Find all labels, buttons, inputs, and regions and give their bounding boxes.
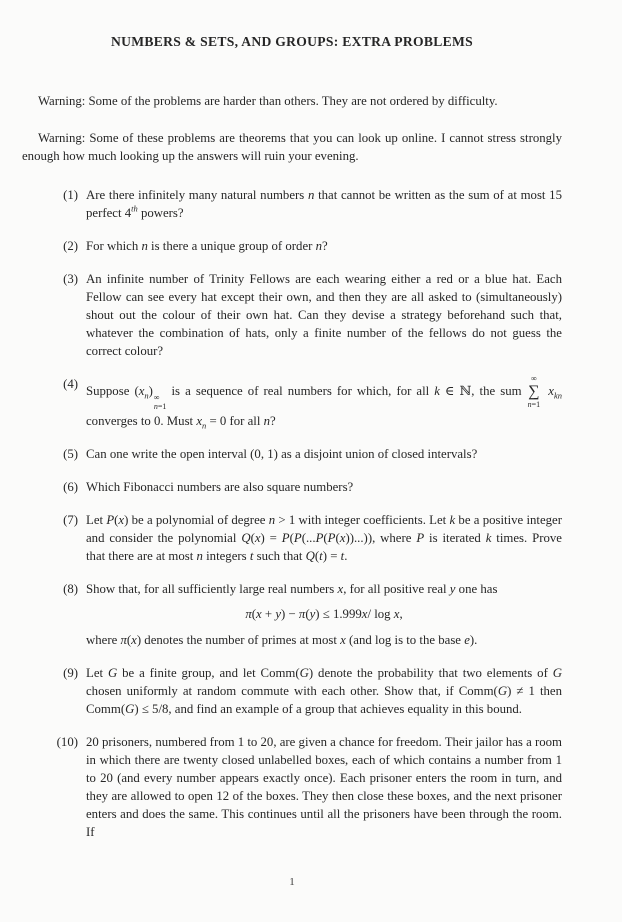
problem-item <box>22 664 562 718</box>
problem-text: Which Fibonacci numbers are also square numbers? <box>86 479 354 494</box>
warning-paragraph: Warning: Some of the problems are harder than others. They are not ordered by difficulty. <box>38 94 498 108</box>
problem-text: 20 prisoners, numbered from 1 to 20, are given a chance for freedom. Their jailor has a room in which there are twenty closed unlabelled boxes, each of which contains a number from 1 to 20 (and every number appears exactly once). Each prisoner enters the room in turn, and they are allowed to open 12 of the boxes. They then close these boxes, and the next prisoner enters and does the same. This continues until all the prisoners have been through the room. If <box>86 734 562 839</box>
problem-label: (7) <box>63 512 78 527</box>
problems-list <box>22 186 562 841</box>
problem-text: For which n is there a unique group of order n? <box>86 239 328 253</box>
warning-paragraph: Warning: Some of these problems are theorems that you can look up online. I cannot stress strongly enough how much looking up the answers will ruin your evening. <box>22 131 562 163</box>
problem-body <box>86 270 562 360</box>
problem-text: Let P(x) be a polynomial of degree n > 1 with integer coefficients. Let k be a positive integer and consider the polynomial Q(x) = P(P(...P(P(x))...)), where P is iterated k times. Prove that there are at most n integers t such that Q(t) = t. <box>86 512 562 563</box>
problem-text: Show that, for all sufficiently large real numbers x, for all positive real y one has <box>86 581 498 596</box>
warnings-section <box>22 92 562 165</box>
problem-item <box>22 445 562 463</box>
problem-item <box>22 237 562 255</box>
problem-body <box>86 237 562 255</box>
problem-label: (9) <box>63 665 78 680</box>
problem-body <box>86 664 562 718</box>
problem-text: An infinite number of Trinity Fellows are each wearing either a red or a blue hat. Each Fellow can see every hat except their own, and then they are all asked to (simultaneously) shout out the colour of their own hat. Can they devise a strategy beforehand such that, whatever the combination of hats, only a finite number of the fellows do not guess the correct colour? <box>86 272 562 358</box>
problem-label: (10) <box>56 734 78 749</box>
problem-label: (6) <box>63 479 78 494</box>
problem-item <box>22 270 562 360</box>
problem-item <box>22 511 562 565</box>
problem-item <box>22 375 562 430</box>
problem-item <box>22 478 562 496</box>
problem-label: (8) <box>63 581 78 596</box>
problem-text: Let G be a finite group, and let Comm(G) denote the probability that two elements of G chosen uniformly at random commute with each other. Show that, if Comm(G) ≠ 1 then Comm(G) ≤ 5/8, and find an example of a group that achieves equality in this bound. <box>86 665 562 716</box>
problem-label: (3) <box>63 272 78 286</box>
problem-body <box>86 445 562 463</box>
document-title: NUMBERS & SETS, AND GROUPS: EXTRA PROBLEMS <box>111 34 473 49</box>
problem-item <box>22 733 562 841</box>
problem-label: (2) <box>63 239 78 253</box>
problem-body <box>86 375 562 430</box>
page-number: 1 <box>289 876 295 888</box>
display-formula: π(x + y) − π(y) ≤ 1.999x/ log x, <box>245 606 403 621</box>
problem-body <box>86 733 562 841</box>
problem-text: Suppose $(x_n)$ ∞ n=1 is a sequence of real numbers for which, for all k ∈ ℕ, the sum ∞ ∑ n=1 $x_{kn}$ converges to 0. Must $x_n = 0$ for all n? <box>86 374 562 431</box>
problem-text: Are there infinitely many natural numbers n that cannot be written as the sum of at most 15 perfect 4th powers? <box>86 188 562 220</box>
problem-label: (1) <box>63 188 78 202</box>
problem-item <box>22 186 562 222</box>
problem-text: Can one write the open interval (0, 1) as a disjoint union of closed intervals? <box>86 446 478 461</box>
problem-body <box>86 478 562 496</box>
problem-item <box>22 580 562 649</box>
problem-body <box>86 511 562 565</box>
problem-text: where π(x) denotes the number of primes at most x (and log is to the base e). <box>86 632 478 647</box>
problem-label: (4) <box>63 377 78 391</box>
problem-body <box>86 186 562 222</box>
problem-body <box>86 580 562 649</box>
problem-label: (5) <box>63 446 78 461</box>
